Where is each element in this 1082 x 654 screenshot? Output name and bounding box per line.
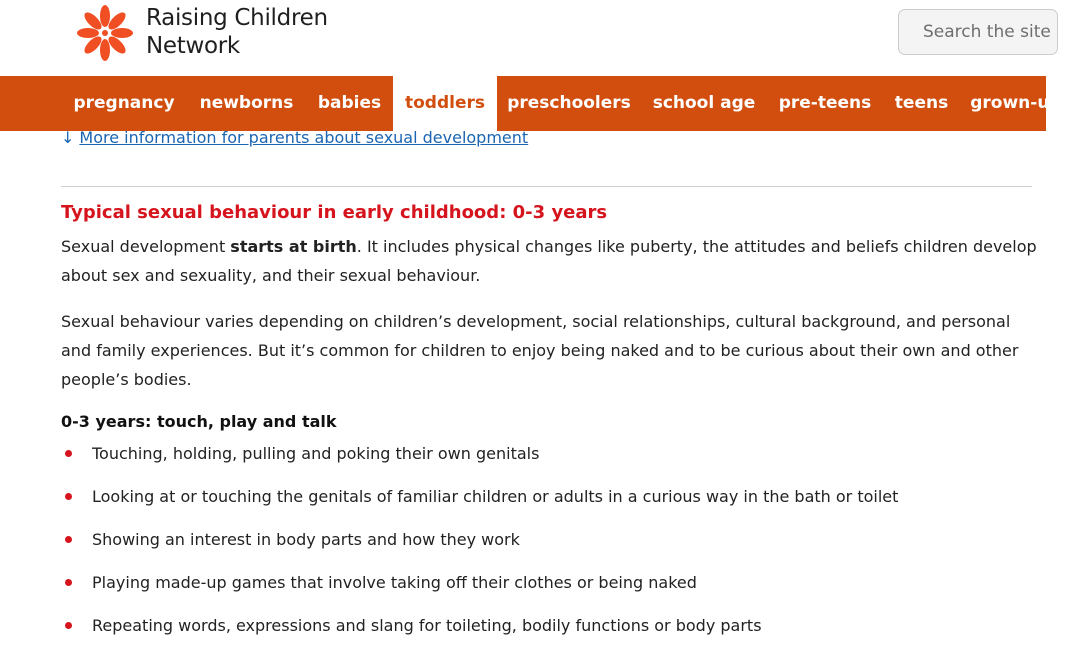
list-item-text: Playing made-up games that involve taking off their clothes or being naked: [92, 573, 697, 592]
arrow-down-icon: ↓: [61, 128, 75, 147]
bullet-icon: [65, 579, 72, 586]
list-item-text: Touching, holding, pulling and poking their own genitals: [92, 444, 540, 463]
more-info-link-text: More information for parents about sexual development: [79, 128, 529, 147]
search-input[interactable]: [899, 10, 1057, 54]
main-nav: [0, 76, 1072, 131]
nav-item-pre-teens[interactable]: pre-teens: [778, 93, 872, 113]
list-item-text: Repeating words, expressions and slang for toileting, bodily functions or body parts: [92, 616, 762, 635]
list-item: [61, 439, 1041, 482]
list-item: [61, 568, 1041, 611]
intro-text-bold: starts at birth: [230, 237, 357, 256]
intro-text-after: . It includes physical changes like puberty, the attitudes and beliefs children develop about sex and sexuality, and their sexual behaviour.: [61, 237, 1037, 285]
bullet-icon: [65, 622, 72, 629]
site-name-line2: Network: [146, 33, 240, 59]
bullet-icon: [65, 450, 72, 457]
list-item-text: Looking at or touching the genitals of familiar children or adults in a curious way in the bath or toilet: [92, 487, 899, 506]
section-title: Typical sexual behaviour in early childhood: 0-3 years: [61, 202, 608, 223]
intro-paragraph: [61, 232, 1041, 290]
nav-item-toddlers[interactable]: toddlers: [393, 76, 497, 131]
bullet-icon: [65, 536, 72, 543]
nav-item-school-age[interactable]: school age: [652, 93, 756, 113]
list-item: [61, 482, 1041, 525]
age-group-heading: 0-3 years: touch, play and talk: [61, 412, 337, 431]
more-info-link[interactable]: [61, 128, 528, 147]
site-logo-icon[interactable]: [74, 2, 136, 64]
nav-item-newborns[interactable]: newborns: [199, 93, 294, 113]
nav-item-preschoolers[interactable]: preschoolers: [507, 93, 631, 113]
nav-item-babies[interactable]: babies: [317, 93, 382, 113]
bullet-icon: [65, 493, 72, 500]
list-item: [61, 611, 1041, 654]
search-box[interactable]: [898, 9, 1058, 55]
site-name[interactable]: [146, 4, 328, 60]
list-item: [61, 525, 1041, 568]
list-item-text: Showing an interest in body parts and how they work: [92, 530, 520, 549]
nav-item-teens[interactable]: teens: [894, 93, 949, 113]
section-divider: [61, 186, 1032, 187]
site-name-line1: Raising Children: [146, 5, 328, 31]
behaviour-paragraph: Sexual behaviour varies depending on children’s development, social relationships, cultural background, and personal and family experiences. But it’s common for children to enjoy being naked and to be curious about their own and other people’s bodies.: [61, 312, 1019, 389]
nav-item-pregnancy[interactable]: pregnancy: [73, 93, 175, 113]
site-header: [0, 0, 1046, 76]
behaviour-list: [61, 439, 1041, 654]
nav-item-grown-ups[interactable]: grown-ups: [970, 93, 1072, 113]
intro-text-before: Sexual development: [61, 237, 231, 256]
